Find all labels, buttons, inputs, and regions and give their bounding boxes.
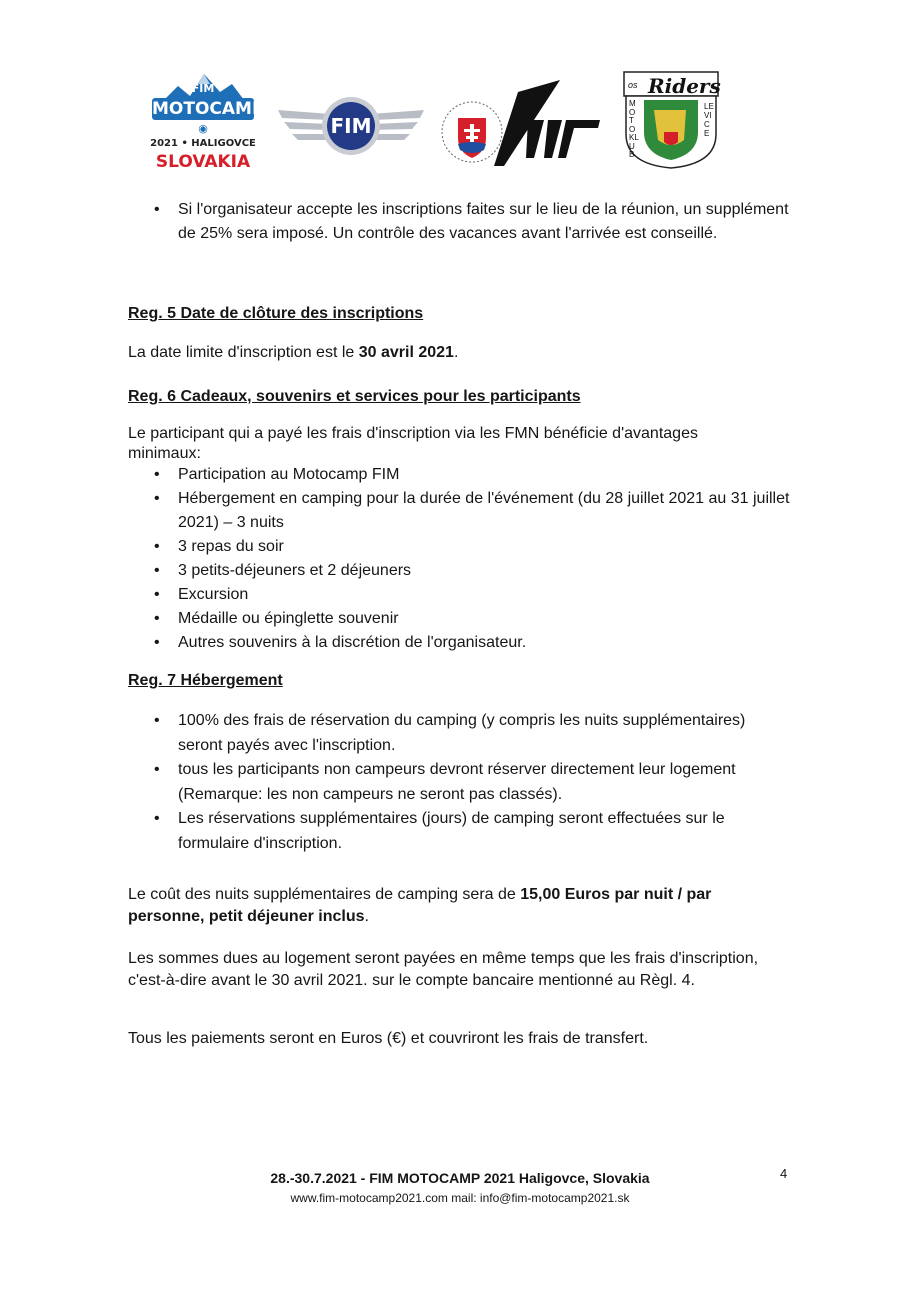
reg5-date: 30 avril 2021 bbox=[358, 344, 454, 361]
bullet-icon: • bbox=[154, 610, 160, 627]
reg5-heading: Reg. 5 Date de clôture des inscriptions bbox=[128, 305, 424, 322]
smf-logo bbox=[440, 80, 605, 170]
list-item: • Excursion bbox=[152, 583, 792, 607]
bullet-icon: • bbox=[154, 562, 160, 579]
motocamp-marker-icon: ◉ bbox=[198, 122, 208, 135]
bullet-icon: • bbox=[154, 810, 160, 827]
motocamp-fim-text: FIM bbox=[191, 82, 215, 95]
bullet-icon: • bbox=[154, 466, 160, 483]
list-item: • Si l'organisateur accepte les inscriptions faites sur le lieu de la réunion, un supplément de 25% sera imposé. Un contrôle des vacances avant l'arrivée est conseillé. bbox=[152, 198, 792, 246]
fim-logo bbox=[272, 88, 430, 164]
fim-text: FIM bbox=[330, 114, 372, 138]
reg6-list bbox=[152, 463, 792, 655]
bullet-icon: • bbox=[154, 761, 160, 778]
reg7-cost-bold: 15,00 Euros par nuit / par personne, petit déjeuner inclus bbox=[128, 886, 712, 925]
motocamp-country: SLOVAKIA bbox=[155, 152, 251, 172]
reg7-list bbox=[152, 709, 777, 856]
bullet-icon: • bbox=[154, 201, 160, 218]
footer-line2: www.fim-motocamp2021.com mail: info@fim-motocamp2021.sk bbox=[290, 1191, 630, 1205]
bullet-icon: • bbox=[154, 538, 160, 555]
list-item: • tous les participants non campeurs devront réserver directement leur logement (Remarque: les non campeurs ne seront pas classés). bbox=[152, 758, 777, 807]
riders-side-right: LEVICE bbox=[704, 102, 714, 138]
bullet-icon: • bbox=[154, 712, 160, 729]
bullet-icon: • bbox=[154, 490, 160, 507]
list-item: • Les réservations supplémentaires (jours) de camping seront effectuées sur le formulaire d'inscription. bbox=[152, 807, 777, 856]
reg5-text: La date limite d'inscription est le 30 avril 2021. bbox=[128, 344, 459, 361]
list-item: • 3 petits-déjeuners et 2 déjeuners bbox=[152, 559, 792, 583]
riders-text: Riders bbox=[648, 74, 721, 98]
reg7-cost: Le coût des nuits supplémentaires de camping sera de 15,00 Euros par nuit / par personne, petit déjeuner inclus. bbox=[128, 886, 712, 925]
intro-bullet-list bbox=[152, 198, 792, 246]
list-item: • 100% des frais de réservation du camping (y compris les nuits supplémentaires) seront payés avec l'inscription. bbox=[152, 709, 777, 758]
reg6-intro: Le participant qui a payé les frais d'inscription via les FMN bénéficie d'avantages minimaux: bbox=[128, 425, 698, 462]
motocamp-name: MOTOCAMP bbox=[152, 99, 265, 119]
reg6-heading: Reg. 6 Cadeaux, souvenirs et services pour les participants bbox=[128, 388, 581, 405]
footer-line1: 28.-30.7.2021 - FIM MOTOCAMP 2021 Haligovce, Slovakia bbox=[270, 1170, 650, 1186]
reg7-payment: Les sommes dues au logement seront payées en même temps que les frais d'inscription, c'est-à-dire avant le 30 avril 2021. sur le compte bancaire mentionné au Règl. 4. bbox=[128, 950, 759, 989]
list-item: • Médaille ou épinglette souvenir bbox=[152, 607, 792, 631]
list-item: • Hébergement en camping pour la durée de l'événement (du 28 juillet 2021 au 31 juillet 2021) – 3 nuits bbox=[152, 487, 792, 535]
riders-logo bbox=[622, 70, 720, 170]
riders-side-left: MOTOKLUB bbox=[629, 99, 639, 159]
riders-prefix: os bbox=[628, 80, 638, 90]
reg7-currency: Tous les paiements seront en Euros (€) et couvriront les frais de transfert. bbox=[128, 1030, 649, 1047]
reg7-heading: Reg. 7 Hébergement bbox=[128, 672, 283, 689]
bullet-icon: • bbox=[154, 586, 160, 603]
list-item: • Autres souvenirs à la discrétion de l'organisateur. bbox=[152, 631, 792, 655]
bullet-icon: • bbox=[154, 634, 160, 651]
smf-text bbox=[540, 82, 542, 83]
motocamp-year-place: 2021 • HALIGOVCE bbox=[150, 138, 256, 149]
list-item: • Participation au Motocamp FIM bbox=[152, 463, 792, 487]
page-number: 4 bbox=[780, 1166, 788, 1181]
smf-emblem-icon bbox=[440, 80, 605, 170]
motocamp-logo bbox=[148, 70, 265, 174]
list-item: • 3 repas du soir bbox=[152, 535, 792, 559]
